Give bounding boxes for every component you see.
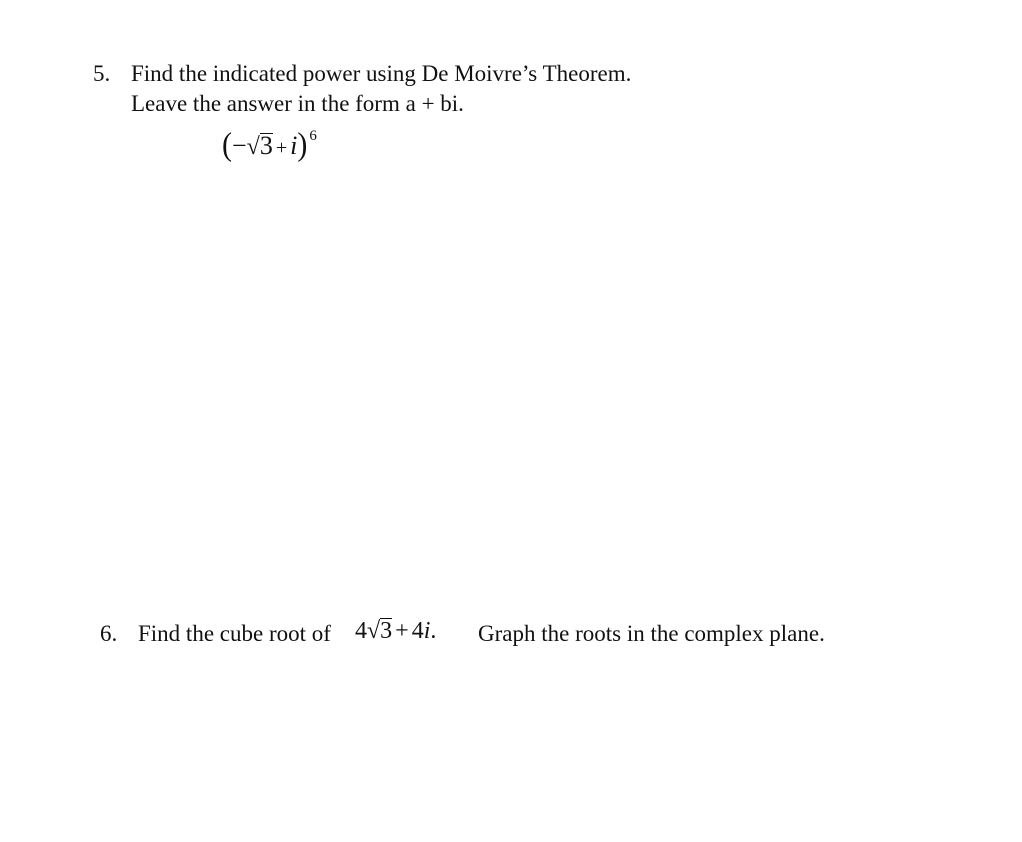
- problem-5-instruction: Find the indicated power using De Moivre’s Theorem.: [131, 61, 632, 86]
- problem-5-format-note: Leave the answer in the form a + bi.: [131, 91, 464, 116]
- minus-sign: −: [232, 131, 247, 160]
- sqrt-symbol: √: [367, 618, 381, 644]
- radicand: 3: [380, 618, 393, 644]
- coefficient: 4: [355, 618, 367, 644]
- exponent: 6: [309, 128, 317, 144]
- imaginary-unit: i: [290, 131, 298, 160]
- period: .: [430, 618, 437, 644]
- problem-6-graph-instruction: Graph the roots in the complex plane.: [478, 621, 825, 646]
- problem-6-number: 6.: [100, 621, 118, 646]
- close-paren: ): [297, 126, 308, 163]
- problem-6-expression: [355, 617, 436, 645]
- problem-5-expression: [222, 126, 317, 165]
- radicand: 3: [259, 131, 273, 160]
- imaginary-unit: i: [423, 618, 431, 644]
- problem-6-instruction: Find the cube root of: [138, 621, 331, 646]
- plus-sign: +: [395, 618, 409, 644]
- sqrt-symbol: √: [246, 134, 260, 160]
- plus-sign: +: [275, 137, 288, 159]
- imag-coefficient: 4: [411, 618, 424, 644]
- problem-5-number: 5.: [93, 61, 111, 86]
- open-paren: (: [222, 126, 232, 163]
